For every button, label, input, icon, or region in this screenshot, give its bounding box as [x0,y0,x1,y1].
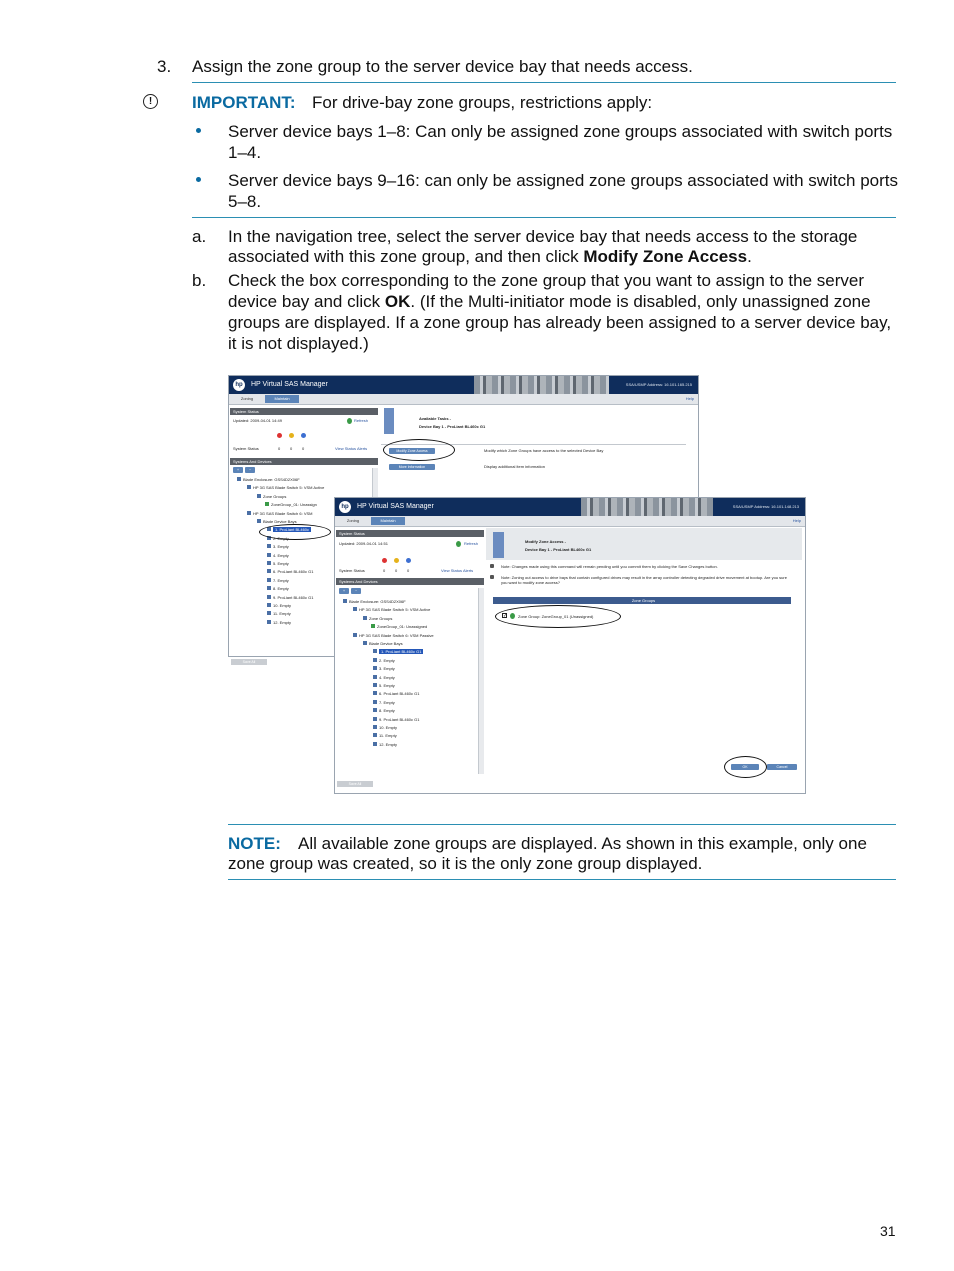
refresh-link[interactable]: Refresh [354,418,369,423]
tab-maintain[interactable]: Maintain [265,395,299,403]
count-warning: 0 [395,568,398,573]
tree-item-label: Blade Enclosure: GSS4D2X06F [349,599,406,604]
tree-node-icon [363,616,367,620]
bullet-line: Server device bays 9–16: can only be assigned zone groups associated with switch ports [228,171,898,190]
tree-item-label: Zone Groups [369,615,393,621]
systems-devices-header: Systems And Devices [336,578,484,585]
tree-item-label: Blade Enclosure: GSS4D2X06F [243,477,300,482]
tree-node-icon [237,477,241,481]
count-info: 0 [407,568,410,573]
step-text: Assign the zone group to the server device bay that needs access. [192,57,693,76]
tree-item-label: 6. ProLiant BL460c G1 [273,569,314,575]
warning-icon [394,558,399,563]
refresh-icon[interactable] [456,541,461,547]
tree-item-label: 10. Empty [273,603,292,608]
modify-zone-access-button[interactable]: Modify Zone Access [389,448,435,454]
note-text: Note: Zoning out access to drive bays that contain configured drives may result in the array controller detecting degraded drive movement at bootup. Are you sure you want to modify zone access? [501,575,787,585]
collapse-button[interactable]: − [351,588,361,594]
task1-description: Modify which Zone Groups have access to the selected Device Bay [484,448,604,453]
tree-node-icon [267,569,271,573]
tree-item-label: 8. Empty [273,586,289,592]
critical-icon [382,558,387,563]
title-bar [229,376,698,394]
important-text: For drive-bay zone groups, restrictions apply: [312,93,653,112]
bullet-line: Server device bays 1–8: Can only be assigned zone groups associated with switch ports [228,122,893,141]
bullet-icon [196,128,201,133]
count-info: 0 [302,446,305,451]
tree-item-label: Zone Groups [263,493,287,499]
tab-zoning[interactable]: Zoning [346,518,360,523]
note-text: All available zone groups are displayed. As shown in this example, only one [298,834,867,853]
note-icon [490,564,494,568]
tree-item-label: HP 3G SAS Blade Switch 5: VSM Active [359,607,431,613]
banner-image [474,376,609,394]
tree-node-icon [353,607,357,611]
tree-item[interactable] [237,477,300,482]
tree-node-icon [267,611,271,615]
substep-line: groups are displayed. If a zone group has already been assigned to a server device bay, [228,313,892,332]
tree-node-icon [265,502,269,506]
tree-item-label: 5. Empty [273,561,289,566]
divider [228,879,896,880]
tree-item-label: 11. Empty [273,611,291,617]
tree-item-label: HP 3G SAS Blade Switch 6: VSM [253,510,313,516]
hp-logo-icon: hp [339,501,351,513]
tree-node-icon [373,725,377,729]
save-all-button[interactable]: Save All [231,659,267,665]
bullet-icon [196,177,201,182]
tree-node-icon [343,599,347,603]
updated-label: Updated: 2009-04-01 14:49 [233,418,282,423]
tree-item[interactable] [267,569,313,574]
tree-item-label: ZoneGroup_01: Unassign [271,502,317,508]
tree-item[interactable] [247,511,313,516]
tree-item-label: 3. Empty [273,544,289,550]
substep-line: associated with this zone group, and then click Modify Zone Access. [228,247,752,266]
note-icon [490,575,494,579]
substep-letter: b. [192,271,207,290]
important-icon: ! [143,94,158,109]
count-critical: 0 [278,446,281,451]
tree-node-icon [267,578,271,582]
divider [228,824,896,825]
highlight-oval [495,605,621,628]
tree-item[interactable] [371,624,427,629]
tree-item[interactable] [267,561,289,566]
tree-item[interactable] [373,675,395,680]
tree-item-label: 4. Empty [379,674,395,680]
tree-node-icon [373,649,377,653]
tree-item[interactable] [267,586,289,591]
divider [192,82,896,83]
tree-item-label: 10. Empty [379,725,398,730]
tasks-subtitle: Device Bay 1 - ProLiant BL460c G1 [419,424,486,429]
tree-item[interactable] [247,485,324,490]
tree-item[interactable] [267,553,289,558]
tree-node-icon [257,494,261,498]
note-text: Note: Changes made using this command will remain pending until you commit them by clicking the Save Changes button. [501,564,718,569]
tree-item[interactable] [265,502,317,507]
address-label: SSA/USMP Address: 16.101.148.213 [732,504,799,509]
tree-node-icon [373,733,377,737]
tree-item[interactable] [343,599,406,604]
tree-node-icon [373,742,377,746]
tree-item[interactable] [363,641,403,646]
tree-node-icon [247,485,251,489]
tree-node-icon [373,691,377,695]
tree-node-icon [353,633,357,637]
help-link[interactable]: Help [792,518,801,523]
tree-node-icon [267,595,271,599]
tab-maintain[interactable]: Maintain [371,517,405,525]
tree-node-icon [373,683,377,687]
tree-item-label: 9. ProLiant BL460c G1 [379,716,420,722]
tree-item-label: 2. Empty [273,535,289,541]
tree-item-label: 6. ProLiant BL460c G1 [379,691,420,697]
tab-zoning[interactable]: Zoning [240,396,254,401]
tree-node-icon [371,624,375,628]
hp-logo-icon: hp [233,379,245,391]
tree-item[interactable] [267,578,289,583]
updated-label: Updated: 2009-04-01 14:51 [339,541,388,546]
tree-item[interactable] [373,725,397,730]
tree-item-label: Blade Device Bays [263,519,297,524]
tree-item-label: ZoneGroup_01: Unassigned [377,624,428,630]
collapse-button[interactable]: − [245,467,255,473]
status-label: System Status [233,446,259,451]
dialog-title: Modify Zone Access - [525,539,566,544]
tree-node-icon [373,708,377,712]
tree-item[interactable] [267,603,291,608]
tree-node-icon [267,544,271,548]
tree-item[interactable] [373,708,395,713]
critical-icon [277,433,282,438]
tree-item[interactable] [373,658,395,663]
highlight-oval [383,439,455,461]
screenshot-front-window [334,497,806,794]
tree-item-label: Blade Device Bays [369,641,403,646]
tree-item[interactable] [353,633,434,638]
title-bar [335,498,805,516]
tree-item[interactable] [267,544,289,549]
status-label: System Status [339,568,365,573]
page-number: 31 [880,1223,896,1239]
zone-groups-header: Zone Groups [493,597,791,604]
server-rack-icon [493,532,504,558]
highlight-oval [259,524,331,540]
substep-line: device bay and click OK. (If the Multi-initiator mode is disabled, only unassigned zone [228,292,871,311]
cancel-button[interactable]: Cancel [767,764,797,770]
info-icon [301,433,306,438]
expand-button[interactable]: + [233,467,243,473]
tree-node-icon [373,658,377,662]
tasks-title: Available Tasks - [419,416,452,421]
tree-node-icon [257,519,261,523]
tree-node-icon [267,586,271,590]
tree-node-icon [267,561,271,565]
important-label: IMPORTANT: [192,93,296,112]
bullet-line: 1–4. [228,143,262,162]
tree-item[interactable] [373,742,397,747]
tree-item-label: 7. Empty [273,577,289,583]
highlight-oval [724,756,767,778]
substep-line: Check the box corresponding to the zone group that you want to assign to the server [228,271,864,290]
tree-node-icon [267,553,271,557]
expand-button[interactable]: + [339,588,349,594]
tree-item[interactable] [257,494,286,499]
help-link[interactable]: Help [685,396,694,401]
tree-item-label: 11. Empty [379,733,397,739]
zone-group-label: Zone Group: ZoneGroup_01 (Unassigned) [518,614,594,619]
save-all-button[interactable]: Save All [337,781,373,787]
ok-button[interactable]: OK [731,764,759,770]
zone-group-checkbox[interactable]: ✓ [503,613,508,619]
count-warning: 0 [290,446,293,451]
note-label: NOTE: [228,834,281,853]
tab-bar [229,394,698,405]
note-text: zone group was created, so it is the only zone group displayed. [228,854,703,873]
dialog-subtitle: Device Bay 1 - ProLiant BL460c G1 [525,547,592,552]
tree-item-label: HP 3G SAS Blade Switch 6: VSM Passive [359,632,434,638]
warning-icon [289,433,294,438]
tree-item-label: 9. ProLiant BL460c G1 [273,594,314,600]
tree-item-label: 1. ProLiant BL460c [275,527,310,533]
view-alerts-link[interactable]: View Status Alerts [441,568,474,573]
tree-item[interactable] [373,691,419,696]
tree-node-icon [267,603,271,607]
tree-node-icon [267,620,271,624]
tree-item-label: 3. Empty [379,666,395,672]
address-label: SSA/USMP Address: 16.101.165.215 [625,382,692,387]
tree-item-label: 1. ProLiant BL460c G1 [381,649,422,655]
tree-item-label: 4. Empty [273,552,289,558]
tree-node-icon [373,700,377,704]
more-information-button[interactable]: More Information [389,464,435,470]
tree-item[interactable] [267,595,313,600]
tab-bar [335,516,805,527]
refresh-link[interactable]: Refresh [464,541,479,546]
banner-image [581,498,713,516]
tree-item[interactable] [373,666,395,671]
bullet-line: 5–8. [228,192,262,211]
tree-item[interactable] [373,700,395,705]
tree-item[interactable] [373,683,395,688]
system-status-header: System Status [336,530,484,537]
tree-item-label: HP 3G SAS Blade Switch 5: VSM Active [253,485,325,491]
tree-item-label: 7. Empty [379,699,395,705]
tree-item-label: 2. Empty [379,657,395,663]
substep-letter: a. [192,227,207,246]
server-rack-icon [384,408,394,434]
tree-item[interactable] [373,649,423,654]
view-alerts-link[interactable]: View Status Alerts [335,446,368,451]
app-title: HP Virtual SAS Manager [251,381,328,388]
count-critical: 0 [383,568,386,573]
tree-item-label: 12. Empty [379,741,398,747]
info-icon [406,558,411,563]
tree-node-icon [373,675,377,679]
tree-node-icon [373,666,377,670]
tree-node-icon [373,717,377,721]
dialog-header-band [486,528,802,560]
tree-item-label: 5. Empty [379,683,395,688]
app-title: HP Virtual SAS Manager [357,503,434,510]
tree-item[interactable] [353,607,430,612]
tree-item-label: 8. Empty [379,708,395,714]
scrollbar[interactable] [478,588,484,774]
tree-item[interactable] [267,620,291,625]
divider [192,217,896,218]
tree-item-label: 12. Empty [273,619,292,625]
tree-item[interactable] [373,717,419,722]
system-status-header: System Status [230,408,378,415]
substep-line: In the navigation tree, select the server device bay that needs access to the storage [228,227,858,246]
refresh-icon[interactable] [347,418,352,424]
systems-devices-header: Systems And Devices [230,458,378,465]
tree-node-icon [247,511,251,515]
tree-item[interactable] [363,616,392,621]
step-number: 3. [157,57,172,76]
task2-description: Display additional item information [484,464,545,469]
tree-node-icon [363,641,367,645]
navigation-tree [343,599,483,759]
tree-item[interactable] [373,733,397,738]
substep-line: it is not displayed.) [228,334,369,353]
tree-item[interactable] [267,611,291,616]
